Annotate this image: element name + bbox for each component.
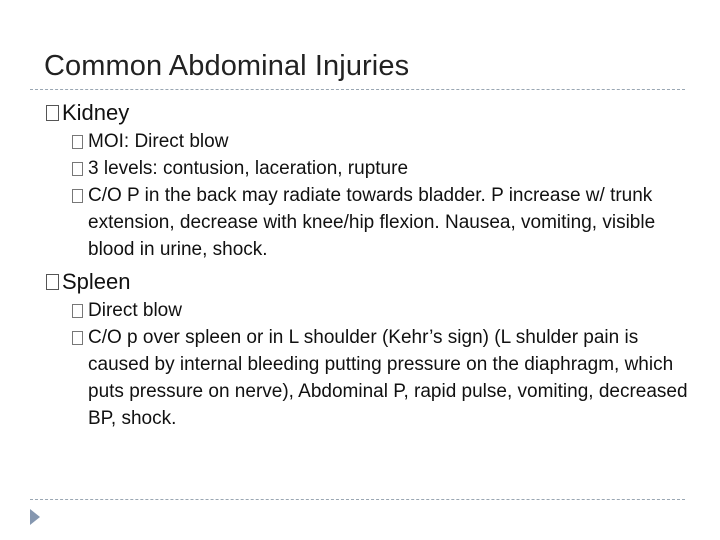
bullet-heading: Kidney	[62, 100, 130, 125]
sub-bullet-text: 3 levels: contusion, laceration, rupture	[88, 158, 409, 179]
bullet-kidney	[46, 98, 696, 128]
footer-divider	[30, 499, 685, 500]
bullet-heading: Spleen	[62, 269, 131, 294]
sub-bullet	[46, 297, 696, 324]
sub-bullet	[46, 128, 696, 155]
sub-bullet	[46, 324, 696, 432]
square-bullet-icon	[72, 331, 83, 345]
sub-bullet-text: C/O p over spleen or in L shoulder (Kehr’s sign) (L shulder pain is caused by internal bleeding putting pressure on the diaphragm, which puts pressure on nerve), Abdominal P, rapid pulse, vomiting, decreased BP, shock.	[88, 327, 688, 429]
bullet-spleen	[46, 267, 696, 297]
sub-bullet-text: C/O P in the back may radiate towards bladder. P increase w/ trunk extension, decrease with knee/hip flexion. Nausea, vomiting, visible blood in urine, shock.	[88, 185, 656, 260]
slide-body	[46, 98, 696, 432]
square-bullet-icon	[72, 135, 83, 149]
sub-bullet-text: Direct blow	[88, 300, 182, 321]
sub-bullet-text: MOI: Direct blow	[88, 131, 229, 152]
square-bullet-icon	[72, 162, 83, 176]
sub-bullet	[46, 155, 696, 182]
title-divider	[30, 89, 685, 90]
sub-bullet	[46, 182, 696, 263]
triangle-marker-icon	[30, 509, 40, 525]
square-bullet-icon	[72, 304, 83, 318]
square-bullet-icon	[46, 274, 59, 290]
slide-title: Common Abdominal Injuries	[44, 50, 410, 82]
square-bullet-icon	[46, 105, 59, 121]
square-bullet-icon	[72, 189, 83, 203]
